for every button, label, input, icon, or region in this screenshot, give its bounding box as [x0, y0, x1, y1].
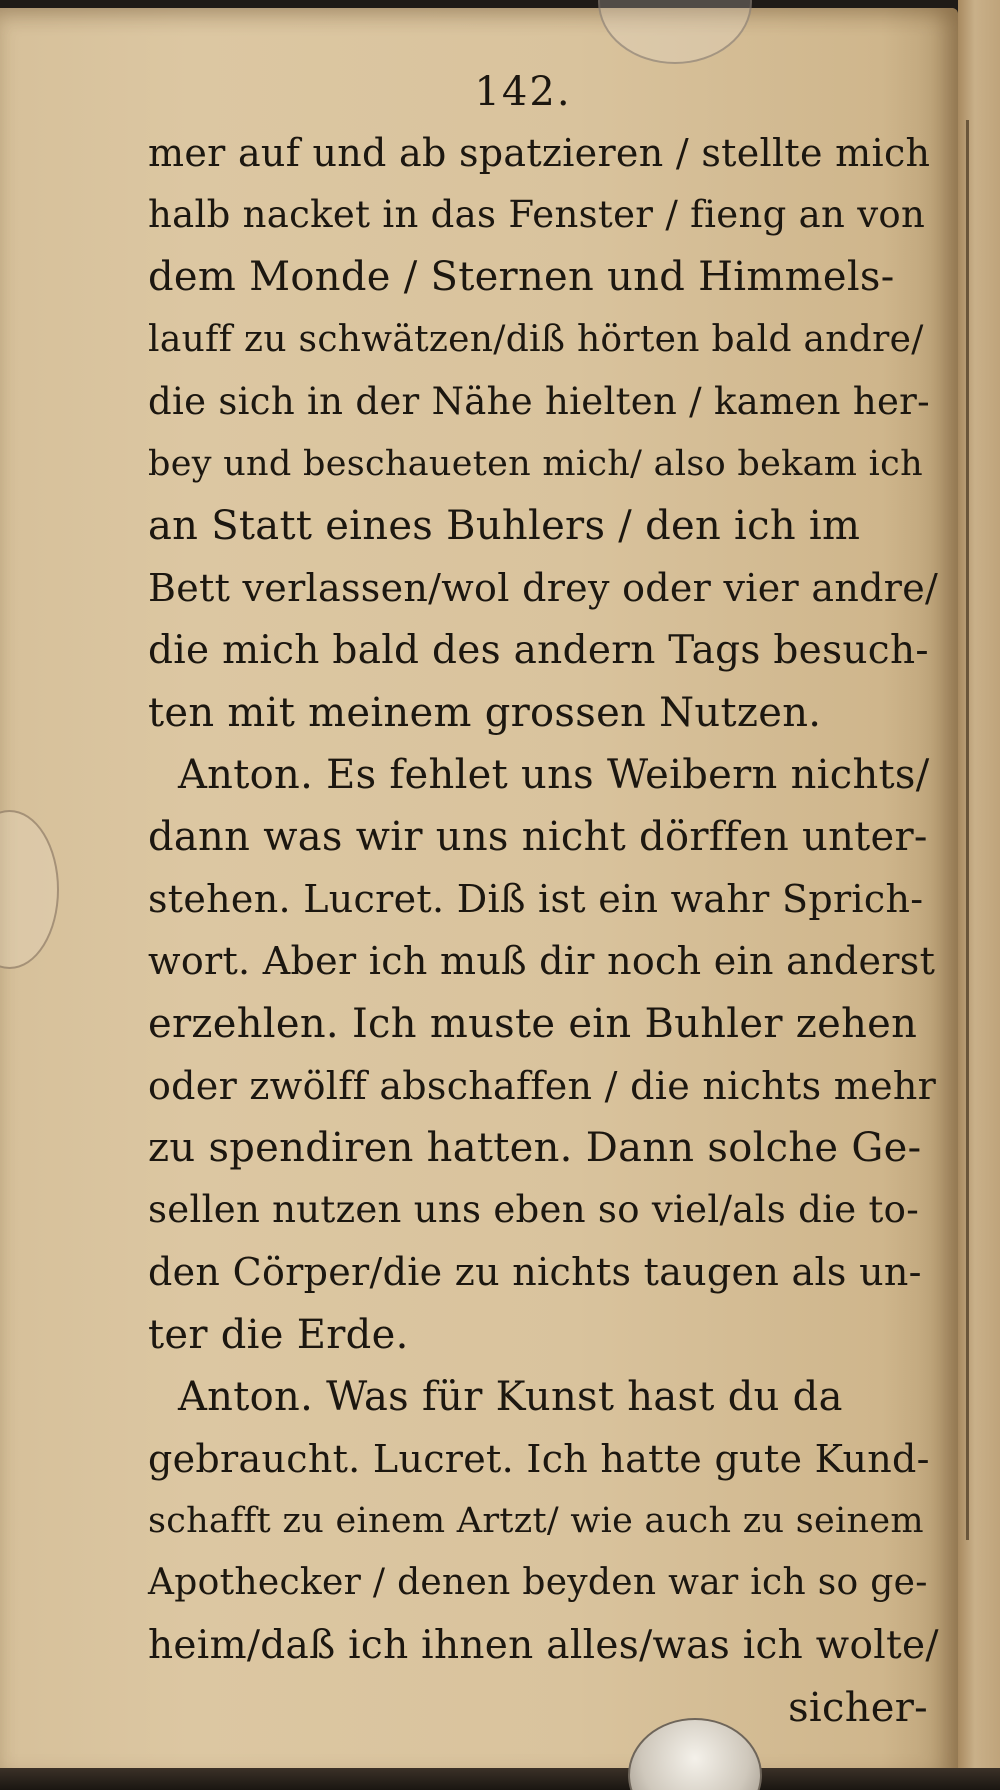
text-line: Bett verlassen/wol drey oder vier andre/: [148, 566, 939, 611]
text-line: wort. Aber ich muß dir noch ein anderst: [148, 939, 936, 984]
text-line: Apothecker / denen beyden war ich so ge-: [148, 1562, 928, 1604]
text-line: mer auf und ab spatzieren / stellte mich: [148, 131, 931, 175]
text-line: heim/daß ich ihnen alles/was ich wolte/: [148, 1622, 939, 1668]
page-text: [148, 62, 938, 1739]
text-line: gebraucht. Lucret. Ich hatte gute Kund-: [148, 1436, 930, 1481]
catchword: sicher-: [788, 1684, 928, 1731]
scan-bottom-edge: [0, 1768, 1000, 1790]
text-line: zu spendiren hatten. Dann solche Ge-: [148, 1125, 922, 1171]
text-line: oder zwölff abschaffen / die nichts mehr: [148, 1063, 937, 1108]
text-line: den Cörper/die zu nichts taugen als un-: [148, 1250, 922, 1295]
text-line: halb nacket in das Fenster / fieng an von: [148, 193, 926, 237]
text-line: die mich bald des andern Tags besuch-: [148, 627, 929, 673]
text-line: Anton. Es fehlet uns Weibern nichts/: [178, 751, 930, 798]
text-line: die sich in der Nähe hielten / kamen her-: [148, 379, 930, 423]
text-line: an Statt eines Buhlers / den ich im: [148, 503, 861, 550]
text-line: schafft zu einem Artzt/ wie auch zu seinem: [148, 1501, 924, 1542]
text-line: dem Monde / Sternen und Himmels-: [148, 254, 895, 301]
page-number: 142.: [474, 69, 572, 115]
text-line: Anton. Was für Kunst hast du da: [178, 1373, 843, 1420]
text-line: ten mit meinem grossen Nutzen.: [148, 689, 822, 736]
text-line: ter die Erde.: [148, 1311, 409, 1358]
facing-page-text-edge: [966, 120, 997, 1540]
text-line: bey und beschaueten mich/ also bekam ich: [148, 443, 923, 484]
text-line: erzehlen. Ich muste ein Buhler zehen: [148, 1000, 918, 1047]
text-line: sellen nutzen uns eben so viel/als die to-: [148, 1188, 920, 1232]
text-line: stehen. Lucret. Diß ist ein wahr Sprich-: [148, 877, 924, 922]
text-line: lauff zu schwätzen/diß hörten bald andre/: [148, 318, 924, 360]
text-line: dann was wir uns nicht dörffen unter-: [148, 814, 928, 861]
